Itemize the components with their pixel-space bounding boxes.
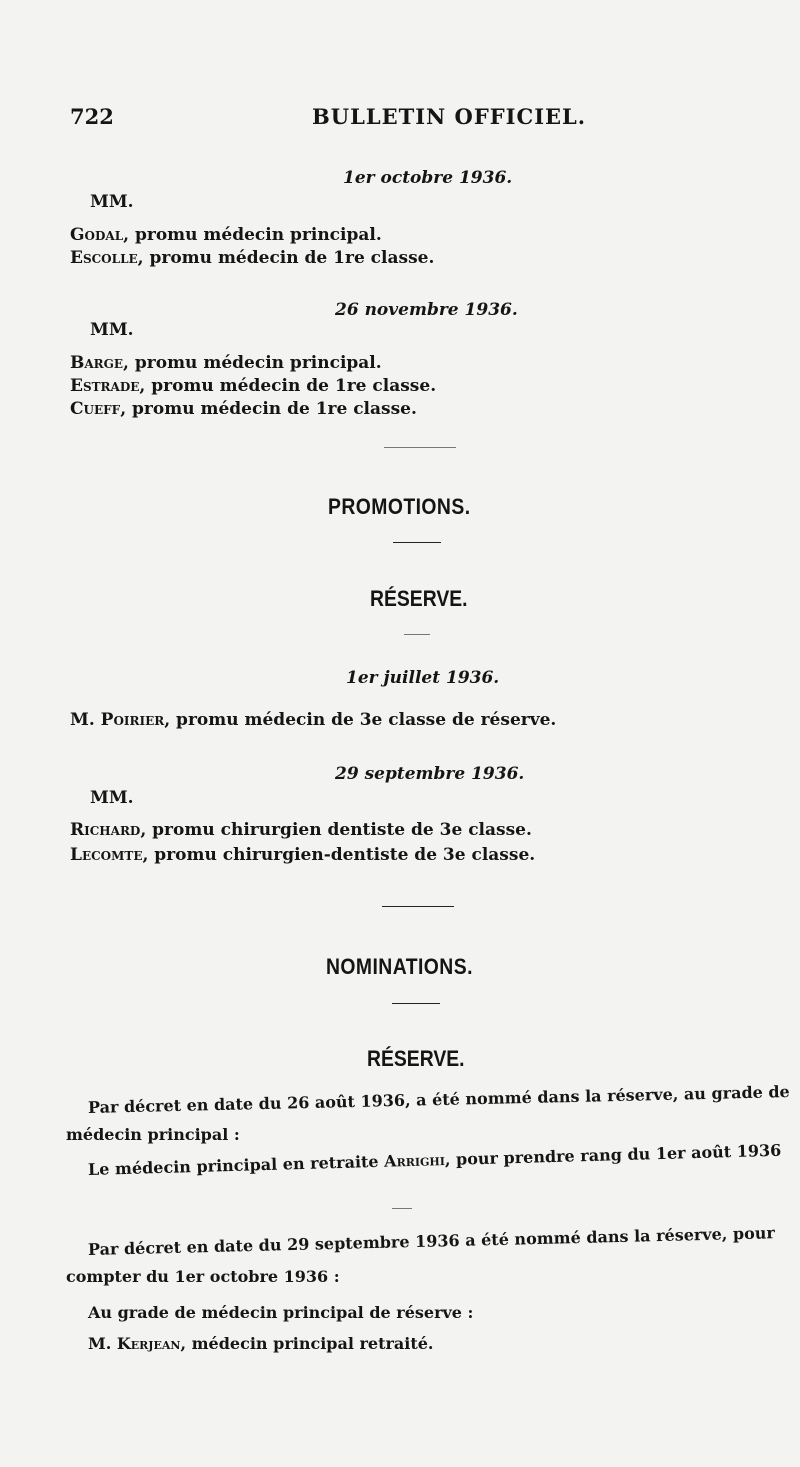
paragraph-line: médecin principal :	[66, 1125, 240, 1144]
entry-text: , promu médecin de 1re classe.	[139, 376, 437, 396]
date-line: 29 septembre 1936.	[335, 764, 525, 784]
person-name: Lecomte	[70, 845, 143, 865]
divider	[384, 447, 456, 448]
paragraph-line	[88, 1334, 434, 1353]
entry-text: , promu chirurgien-dentiste de 3e classe.	[142, 845, 536, 865]
entry-line	[70, 225, 382, 245]
entry-prefix: M.	[70, 710, 101, 730]
date-line: 1er octobre 1936.	[343, 168, 513, 188]
entry-line	[70, 820, 532, 840]
page-header-title: BULLETIN OFFICIEL.	[312, 104, 587, 129]
divider	[404, 634, 430, 635]
section-heading: NOMINATIONS.	[326, 954, 473, 979]
entry-text: , promu chirurgien dentiste de 3e classe.	[140, 820, 532, 840]
person-name: Arrighi	[383, 1150, 446, 1171]
entry-line	[70, 376, 436, 396]
entry-text: , promu médecin principal.	[123, 225, 382, 245]
mm-label: MM.	[90, 192, 134, 212]
divider	[392, 1208, 412, 1209]
person-name: Kerjean	[116, 1334, 181, 1353]
paragraph-line: Au grade de médecin principal de réserve :	[88, 1303, 474, 1322]
person-name: Godal	[70, 225, 124, 245]
person-name: Richard	[70, 820, 141, 840]
entry-text: , promu médecin principal.	[123, 353, 382, 373]
section-heading: PROMOTIONS.	[328, 494, 471, 519]
date-line: 1er juillet 1936.	[346, 668, 500, 688]
paragraph-suffix: , médecin principal retraité.	[180, 1334, 434, 1353]
paragraph-prefix: Le médecin principal en retraite	[87, 1151, 385, 1179]
entry-line	[70, 353, 382, 373]
person-name: Cueff	[70, 399, 121, 419]
paragraph-line: Par décret en date du 29 septembre 1936 a été nommé dans la réserve, pour	[87, 1223, 776, 1259]
mm-label: MM.	[90, 788, 134, 808]
paragraph-line: compter du 1er octobre 1936 :	[66, 1267, 340, 1286]
entry-text: , promu médecin de 1re classe.	[120, 399, 417, 419]
entry-line	[70, 399, 417, 419]
entry-line	[70, 248, 434, 268]
entry-line	[70, 845, 535, 865]
date-line: 26 novembre 1936.	[335, 300, 518, 320]
section-subheading: RÉSERVE.	[367, 1046, 465, 1071]
page-number: 722	[70, 104, 114, 129]
divider	[392, 1003, 440, 1004]
entry-text: , promu médecin de 1re classe.	[137, 248, 435, 268]
entry-text: , promu médecin de 3e classe de réserve.	[164, 710, 557, 730]
paragraph-line	[88, 1141, 782, 1179]
divider	[382, 906, 454, 907]
person-name: Barge	[70, 353, 124, 373]
person-name: Estrade	[70, 376, 140, 396]
entry-line	[70, 710, 556, 730]
paragraph-line: Par décret en date du 26 août 1936, a été nommé dans la réserve, au grade de	[87, 1082, 790, 1117]
person-name: Poirier	[100, 710, 165, 730]
divider	[393, 542, 441, 543]
paragraph-suffix: , pour prendre rang du 1er août 1936	[444, 1140, 782, 1170]
mm-label: MM.	[90, 320, 134, 340]
paragraph-prefix: M.	[88, 1334, 117, 1353]
person-name: Escolle	[70, 248, 138, 268]
section-subheading: RÉSERVE.	[370, 586, 468, 611]
